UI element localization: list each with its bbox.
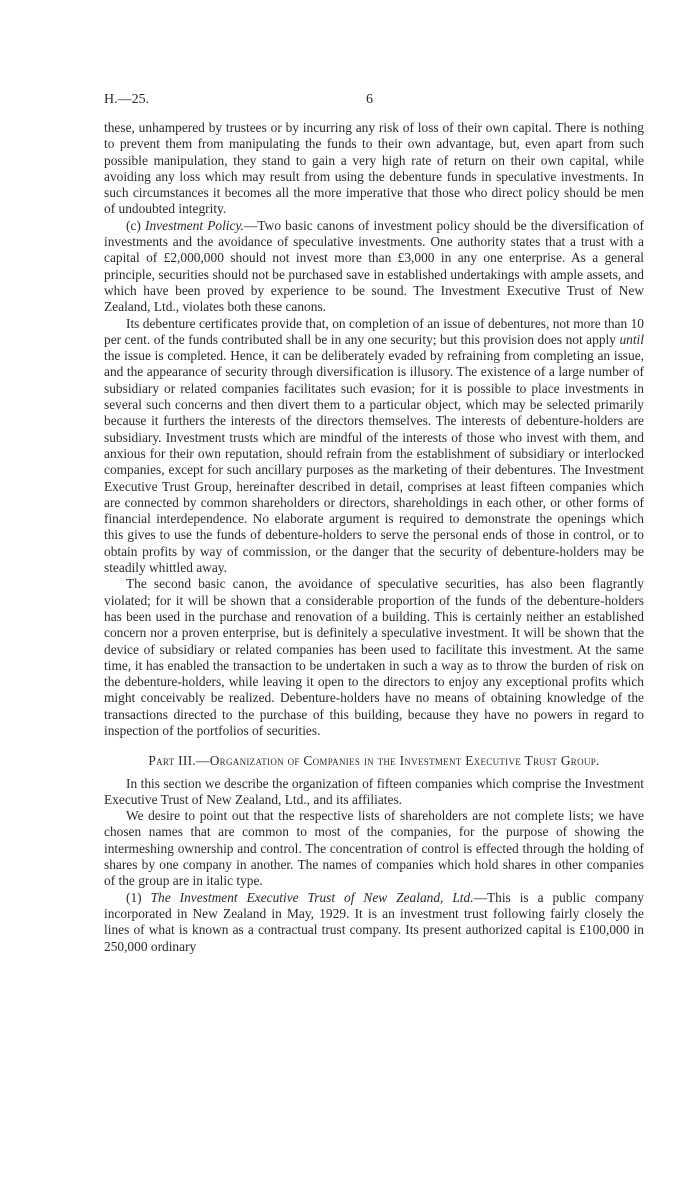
paragraph-debenture-certificates xyxy=(104,316,644,577)
paragraph-company-1 xyxy=(104,890,644,955)
paragraph-1: these, unhampered by trustees or by incurring any risk of loss of their own capital. There is nothing to prevent them from manipulating the funds to their own advantage, but, even apart from such possible manipulation, they stand to gain a very high rate of return on their own capital, while avoiding any loss which may result from using the debenture funds in speculative investments. In such circumstances it becomes all the more imperative that those who direct policy should be men of undoubted integrity. xyxy=(104,120,644,217)
paragraph-text: the issue is completed. Hence, it can be deliberately evaded by refraining from completing an issue, and the appearance of security through diversification is illusory. The existence of a large number of subsidiary or related companies facilitates such evasion; for it is possible to place investments in several such concerns and then divert them to a particular object, which may be selected primarily because it furthers the interests of the directors themselves. The interests of debenture-holders are subsidiary. Investment trusts which are mindful of the interests of those who invest with them, and anxious for their own reputation, should refrain from the establishment of subsidiary or interlocked companies, except for such ancillary purposes as the marketing of their debentures. The Investment Executive Trust Group, hereinafter described in detail, comprises at least fifteen companies which are connected by common shareholders or directors, shareholdings in each other, or other forms of financial interdependence. No elaborate argument is required to demonstrate the openings which this gives to use the funds of debenture-holders to serve the personal ends of those in control, or to obtain profits by way of commission, or the danger that the security of debenture-holders may be steadily whittled away. xyxy=(104,348,644,576)
italic-word: until xyxy=(619,331,644,347)
paragraph-lead: (1) xyxy=(126,889,151,905)
italic-company-name: The Investment Executive Trust of New Zealand, Ltd. xyxy=(150,889,474,905)
paragraph-text: —This is a public company incorporated in New Zealand in May, 1929. It is an investment trust following fairly closely the lines of what is known as a contractual trust company. Its present authorized capital is £100,000 in 250,000 ordinary xyxy=(104,889,644,954)
page-number: 6 xyxy=(366,92,373,107)
italic-heading: Investment Policy. xyxy=(145,217,245,233)
paragraph-second-canon: The second basic canon, the avoidance of speculative securities, has also been flagrantly violated; for it will be shown that a considerable proportion of the funds of the debenture-holders has been used in the purchase and renovation of a building. This is certainly neither an established concern nor a proven enterprise, but is definitely a speculative investment. It will be shown that the device of subsidiary or related companies has been used to facilitate this investment. At the same time, it has enabled the transaction to be undertaken in such a way as to throw the burden of risk on the debenture-holders, while leaving it open to the directors to enjoy any exceptional profits which might conceivably be realized. Debenture-holders have no means of obtaining knowledge of the transactions directed to the purchase of this building, because they have no powers in regard to inspection of the portfolios of securities. xyxy=(104,576,644,738)
paragraph-lead: (c) xyxy=(126,217,146,233)
document-page xyxy=(104,92,644,955)
paragraph-investment-policy xyxy=(104,218,644,316)
page-header xyxy=(104,92,644,114)
section-heading: Part III.—Organization of Companies in the Investment Executive Trust Group. xyxy=(148,753,600,769)
paragraph-text: —Two basic canons of investment policy should be the diversification of investments and the avoidance of speculative investments. One authority states that a trust with a capital of £2,000,000 should not invest more than £3,000 in any one enterprise. As a general principle, securities should not be purchased save in established undertakings with ample assets, and which have been proved by experience to be sound. The Investment Executive Trust of New Zealand, Ltd., violates both these canons. xyxy=(104,217,644,315)
document-reference: H.—25. xyxy=(104,92,150,107)
paragraph-shareholder-lists: We desire to point out that the respective lists of shareholders are not complete lists; we have chosen names that are common to most of the companies, for the purpose of showing the intermeshing ownership and control. The concentration of control is effected through the holding of shares by one company in another. The names of companies which hold shares in other companies of the group are in italic type. xyxy=(104,808,644,889)
paragraph-section-intro: In this section we describe the organization of fifteen companies which comprise the Investment Executive Trust of New Zealand, Ltd., and its affiliates. xyxy=(104,775,644,807)
paragraph-text: Its debenture certificates provide that, on completion of an issue of debentures, not more than 10 per cent. of the funds contributed shall be in any one security; but this provision does not apply xyxy=(104,315,644,347)
